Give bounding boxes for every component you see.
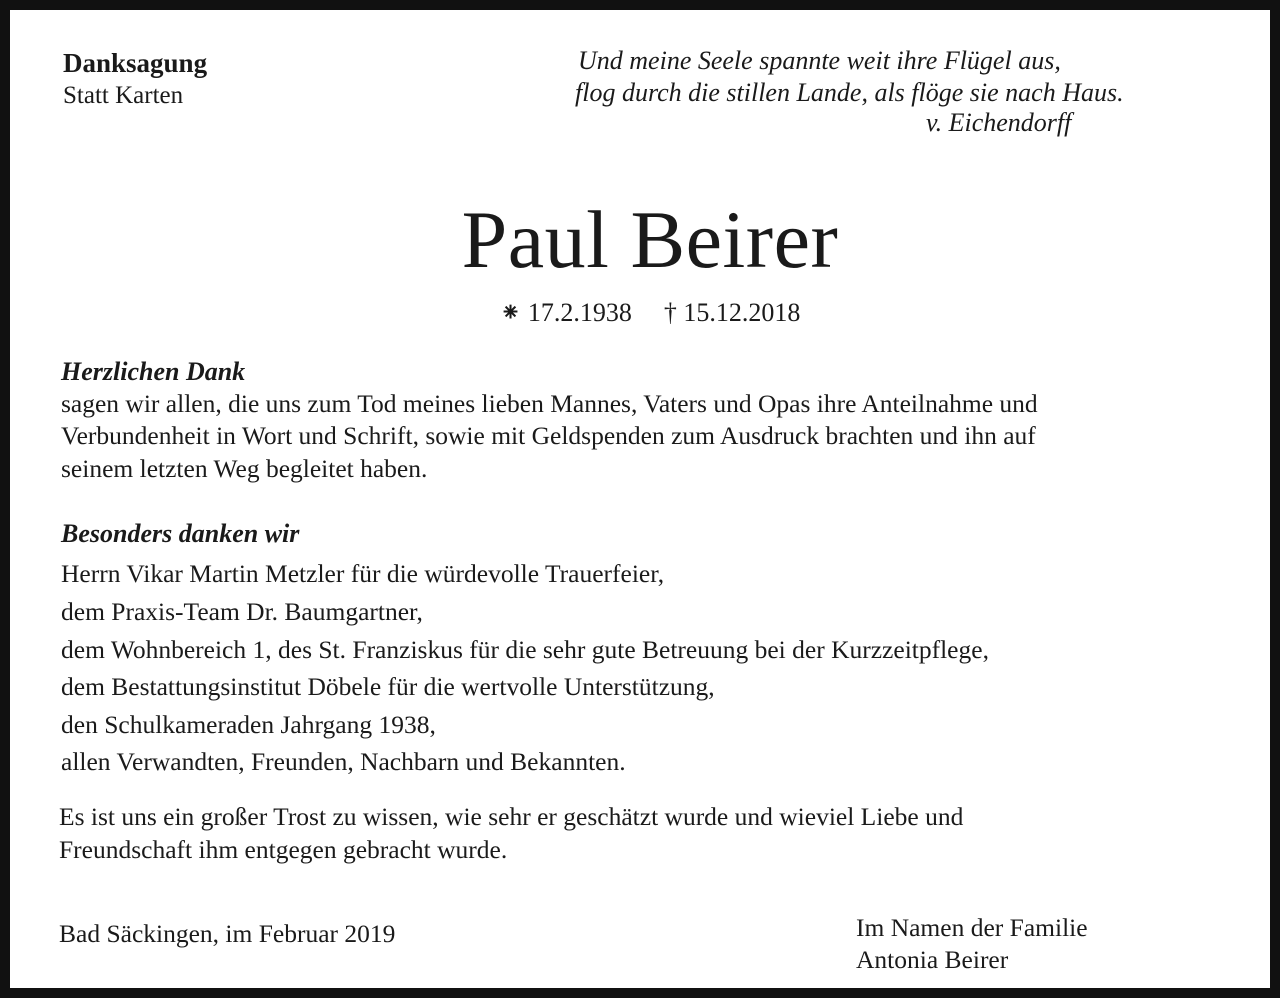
life-dates [10,298,1280,328]
special-thanks-item: Herrn Vikar Martin Metzler für die würdevolle Trauerfeier, [61,559,665,588]
thanks-line: sagen wir allen, die uns zum Tod meines lieben Mannes, Vaters und Opas ihre Anteilnahme und [61,389,1038,418]
closing-line: Freundschaft ihm entgegen gebracht wurde. [59,835,508,864]
deceased-name: Paul Beirer [461,194,839,285]
birth-date: 17.2.1938 [527,298,632,327]
death-date: 15.12.2018 [683,298,801,327]
signature-name: Antonia Beirer [856,945,1009,974]
special-thanks-item: dem Praxis-Team Dr. Baumgartner, [61,597,423,626]
special-thanks-item: dem Bestattungsinstitut Döbele für die wertvolle Unterstützung, [61,672,715,701]
birth-icon: ⁕ [499,298,522,327]
special-thanks-item: allen Verwandten, Freunden, Nachbarn und Bekannten. [61,747,626,776]
special-thanks-item: den Schulkameraden Jahrgang 1938, [61,710,436,739]
special-thanks-item: dem Wohnbereich 1, des St. Franziskus für die sehr gute Betreuung bei der Kurzzeitpflege, [61,635,989,664]
special-thanks-heading: Besonders danken wir [61,519,300,548]
thanks-line: seinem letzten Weg begleitet haben. [61,454,428,483]
quote-line-2: flog durch die stillen Lande, als flöge sie nach Haus. [575,78,1124,107]
notice-subtitle: Statt Karten [63,82,184,109]
thanks-line: Verbundenheit in Wort und Schrift, sowie mit Geldspenden zum Ausdruck brachten und ihn auf [61,421,1036,450]
quote-author: v. Eichendorff [926,108,1072,137]
thanks-heading: Herzlichen Dank [61,357,246,386]
place-and-date: Bad Säckingen, im Februar 2019 [59,919,396,948]
death-cross-icon: † [663,298,677,327]
closing-line: Es ist uns ein großer Trost zu wissen, wie sehr er geschätzt wurde und wieviel Liebe und [59,802,964,831]
notice-type-title: Danksagung [63,48,208,78]
signature-line: Im Namen der Familie [856,913,1088,942]
quote-line-1: Und meine Seele spannte weit ihre Flügel aus, [578,46,1061,75]
